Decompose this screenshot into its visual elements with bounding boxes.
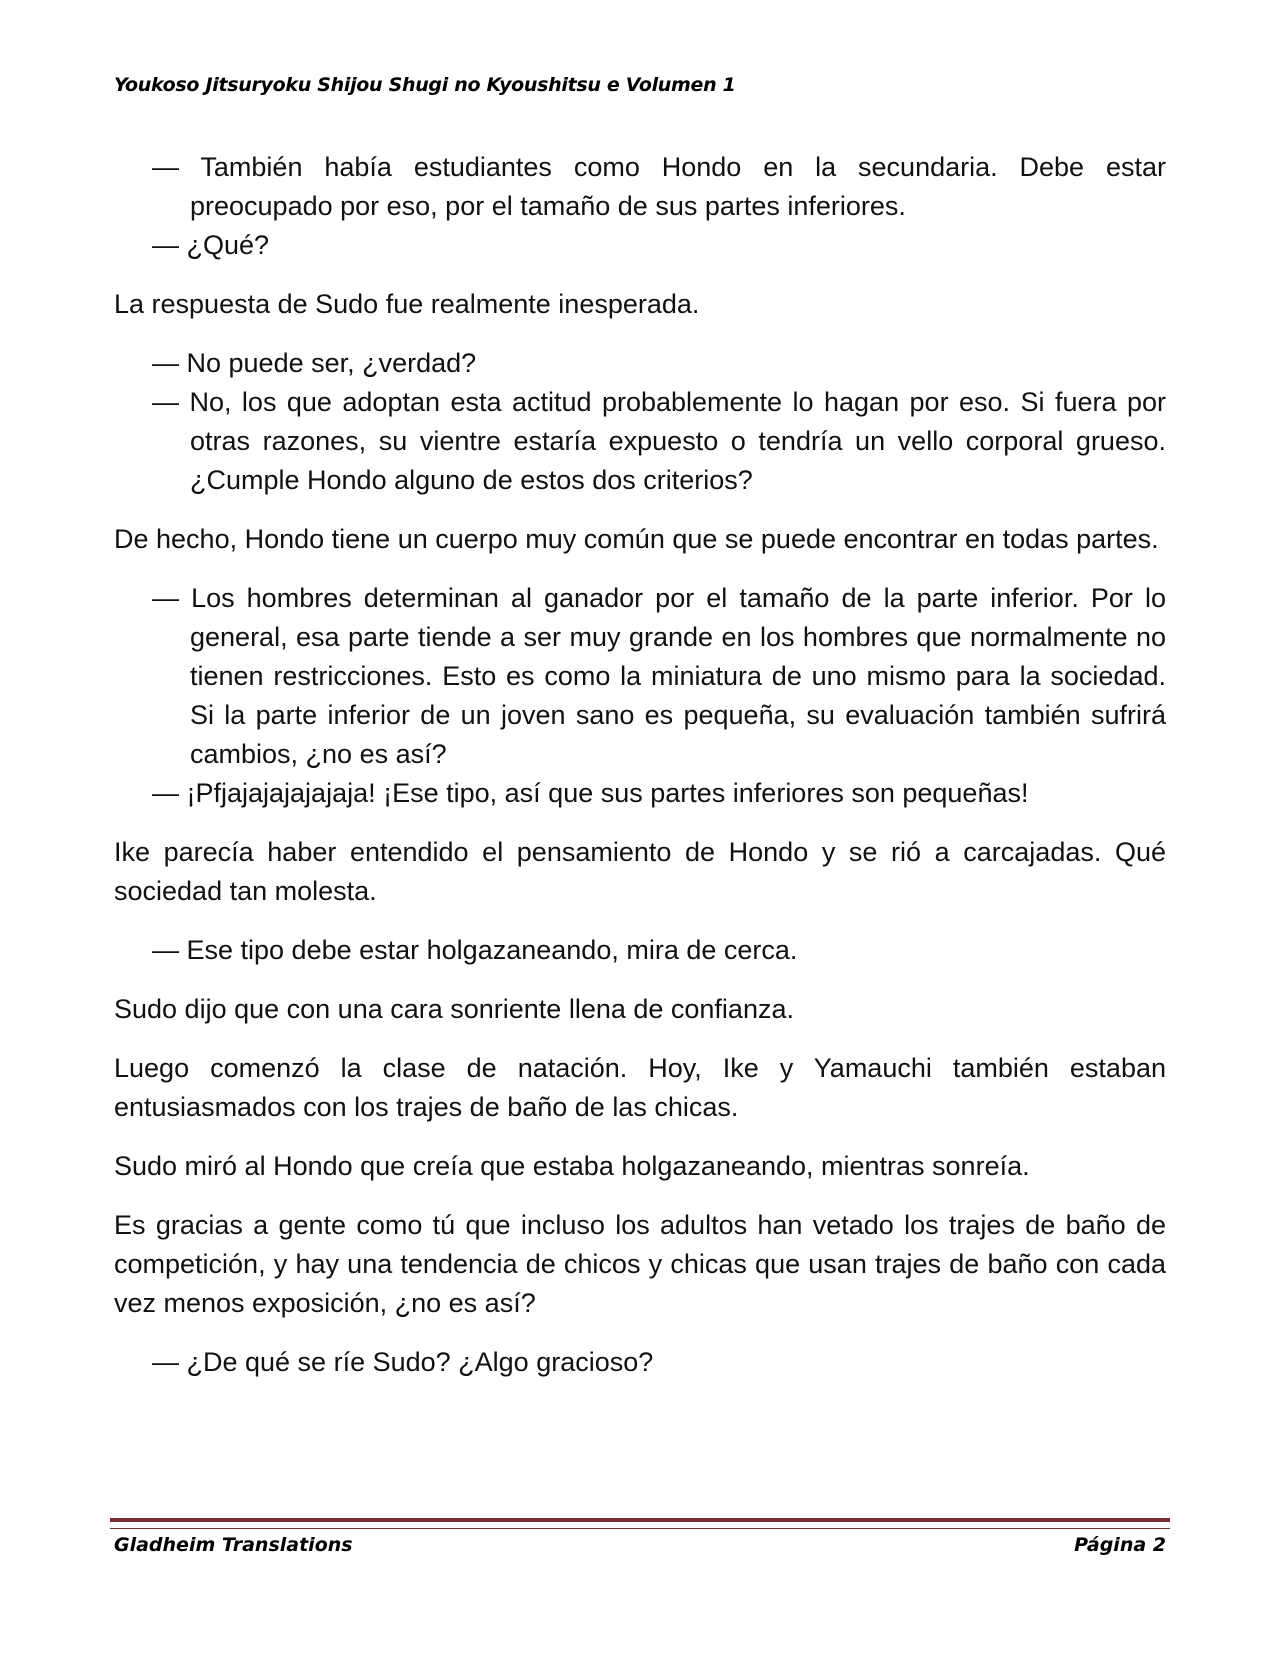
- paragraph: La respuesta de Sudo fue realmente inesperada.: [114, 289, 700, 319]
- dialogue-group: [114, 148, 1166, 265]
- dialogue-text: — ¿Qué?: [152, 230, 270, 260]
- paragraph: De hecho, Hondo tiene un cuerpo muy común que se puede encontrar en todas partes.: [114, 524, 1159, 554]
- dialogue-group: [114, 931, 1166, 970]
- page-header-title: Youkoso Jitsuryoku Shijou Shugi no Kyoushitsu e Volumen 1: [114, 74, 736, 96]
- dialogue-text: — También había estudiantes como Hondo en la secundaria. Debe estar preocupado por eso, por el tamaño de sus partes inferiores.: [152, 152, 1166, 221]
- dialogue-text: — No, los que adoptan esta actitud probablemente lo hagan por eso. Si fuera por otras razones, su vientre estaría expuesto o tendría un vello corporal grueso. ¿Cumple Hondo alguno de estos dos criterios?: [152, 387, 1166, 495]
- dialogue-text: — Los hombres determinan al ganador por el tamaño de la parte inferior. Por lo general, esa parte tiende a ser muy grande en los hombres que normalmente no tienen restricciones. Esto es como la miniatura de uno mismo para la sociedad. Si la parte inferior de un joven sano es pequeña, su evaluación también sufrirá cambios, ¿no es así?: [152, 583, 1166, 769]
- paragraph: Sudo dijo que con una cara sonriente llena de confianza.: [114, 994, 794, 1024]
- dialogue-group: [114, 579, 1166, 813]
- dialogue-text: — ¿De qué se ríe Sudo? ¿Algo gracioso?: [152, 1347, 654, 1377]
- paragraph: Luego comenzó la clase de natación. Hoy, Ike y Yamauchi también estaban entusiasmados con los trajes de baño de las chicas.: [114, 1053, 1166, 1122]
- dialogue-text: — ¡Pfjajajajajajaja! ¡Ese tipo, así que sus partes inferiores son pequeñas!: [152, 778, 1029, 808]
- paragraph: Ike parecía haber entendido el pensamiento de Hondo y se rió a carcajadas. Qué sociedad tan molesta.: [114, 837, 1166, 906]
- dialogue-line: [152, 226, 1166, 265]
- dialogue-line: [152, 344, 1166, 383]
- dialogue-group: [114, 344, 1166, 500]
- dialogue-text: — Ese tipo debe estar holgazaneando, mira de cerca.: [152, 935, 798, 965]
- dialogue-text: — No puede ser, ¿verdad?: [152, 348, 477, 378]
- dialogue-line: [152, 148, 1166, 226]
- paragraph: Sudo miró al Hondo que creía que estaba holgazaneando, mientras sonreía.: [114, 1151, 1030, 1181]
- footer-divider: [110, 1518, 1170, 1529]
- dialogue-line: [152, 1343, 1166, 1382]
- dialogue-line: [152, 774, 1166, 813]
- paragraph: Es gracias a gente como tú que incluso los adultos han vetado los trajes de baño de competición, y hay una tendencia de chicos y chicas que usan trajes de baño con cada vez menos exposición, ¿no es así?: [114, 1210, 1166, 1318]
- dialogue-line: [152, 931, 1166, 970]
- dialogue-line: [152, 383, 1166, 500]
- dialogue-line: [152, 579, 1166, 774]
- footer-publisher: Gladheim Translations: [114, 1534, 353, 1556]
- footer-page-number: Página 2: [1074, 1534, 1166, 1556]
- dialogue-group: [114, 1343, 1166, 1382]
- document-body: [114, 148, 1166, 1402]
